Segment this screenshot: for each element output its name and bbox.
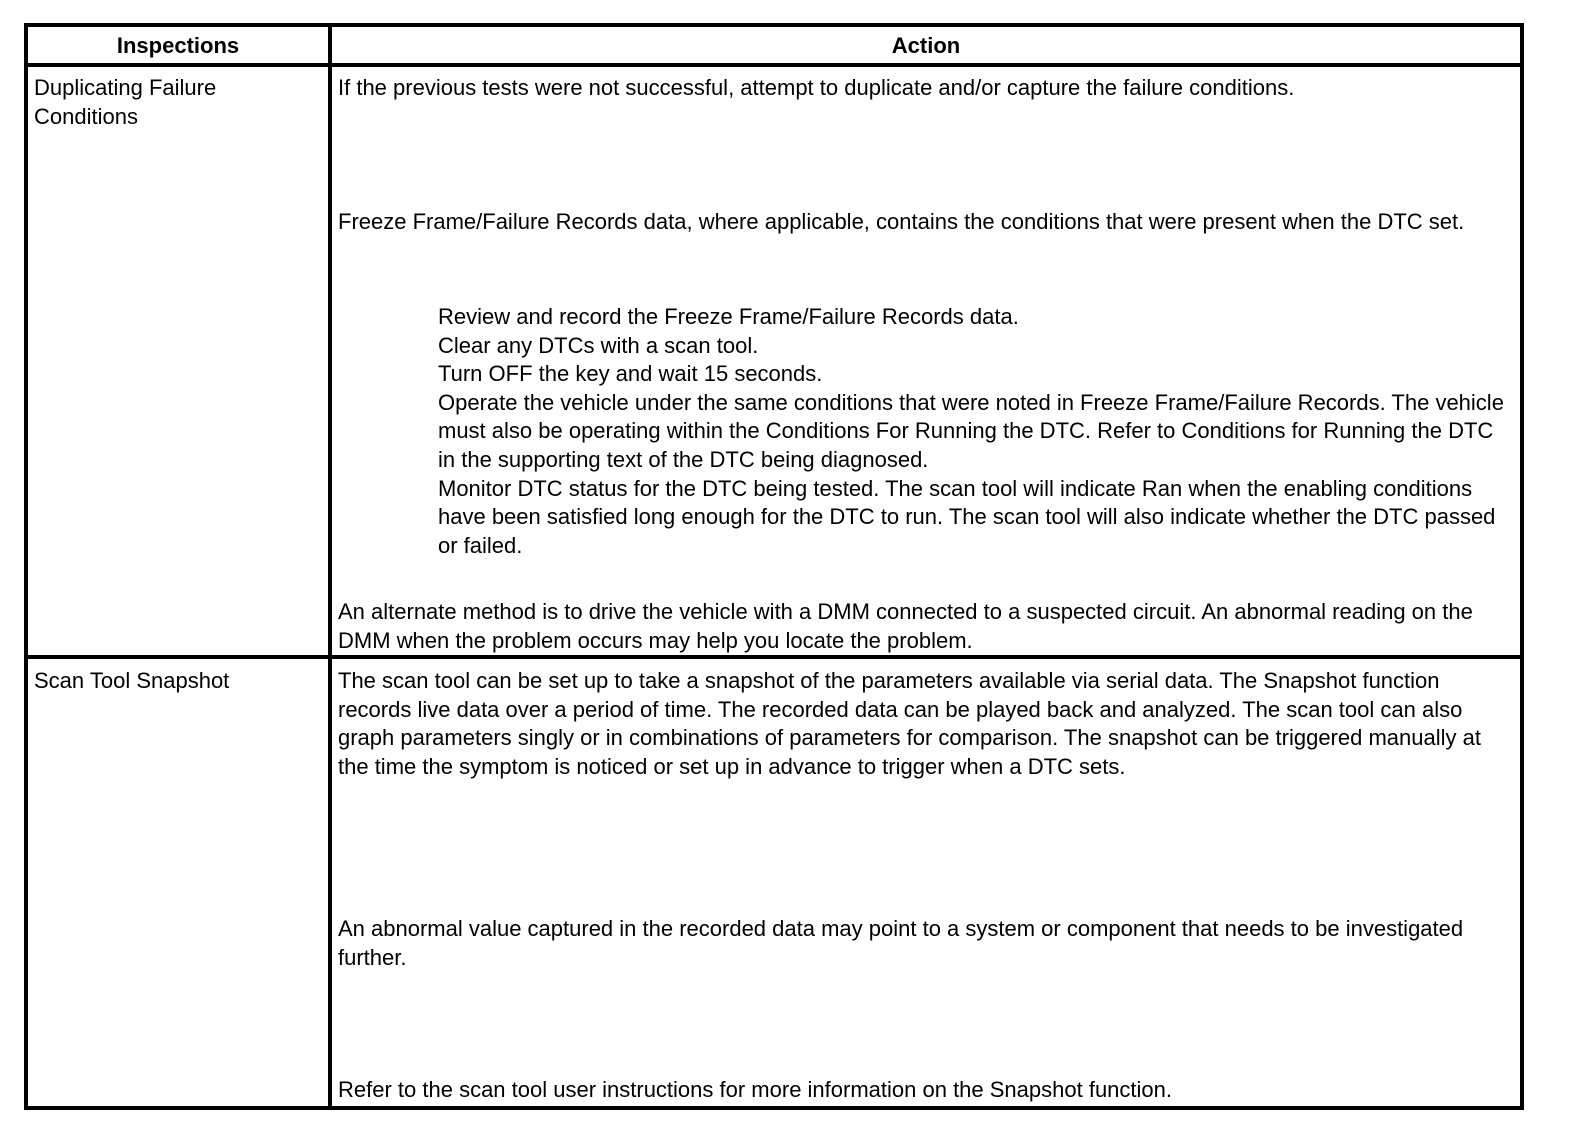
- step-item: Monitor DTC status for the DTC being tested. The scan tool will indicate Ran when the enabling conditions have been satisfied long enough for the DTC to run. The scan tool will also indicate whether the DTC passed or failed.: [438, 475, 1496, 558]
- row-2-paragraph-2: An abnormal value captured in the recorded data may point to a system or component that needs to be investigated further.: [338, 916, 1464, 970]
- row-1-action: [332, 27, 1520, 655]
- row-1-closing: An alternate method is to drive the vehicle with a DMM connected to a suspected circuit. An abnormal reading on the DMM when the problem occurs may help you locate the problem.: [338, 599, 1473, 653]
- step-item: Turn OFF the key and wait 15 seconds.: [438, 361, 823, 387]
- row-1-steps: [438, 303, 1512, 560]
- row-2-action: [332, 659, 1520, 1106]
- row-2-paragraph-3: Refer to the scan tool user instructions for more information on the Snapshot function.: [338, 1077, 1173, 1102]
- step-item: Review and record the Freeze Frame/Failure Records data.: [438, 304, 1019, 329]
- step-item: Clear any DTCs with a scan tool.: [438, 332, 759, 358]
- row-2-paragraph-1: The scan tool can be set up to take a snapshot of the parameters available via serial data. The Snapshot function records live data over a period of time. The recorded data can be played back and analyzed. The scan tool can also graph parameters singly or in combinations of parameters for comparison. The snapshot can be triggered manually at the time the symptom is noticed or set up in advance to trigger when a DTC sets.: [338, 668, 1481, 779]
- row-2-inspection: Scan Tool Snapshot: [34, 668, 230, 693]
- header-inspections: Inspections: [116, 33, 240, 58]
- row-1-paragraph-2: Freeze Frame/Failure Records data, where applicable, contains the conditions that were present when the DTC set.: [338, 209, 1465, 234]
- row-1-inspection: Duplicating Failure Conditions: [34, 75, 217, 129]
- step-item: Operate the vehicle under the same conditions that were noted in Freeze Frame/Failure Records. The vehicle must also be operating within the Conditions For Running the DTC. Refer to Conditions for Running the DTC in the supporting text of the DTC being diagnosed.: [438, 389, 1504, 472]
- header-action: Action: [891, 33, 961, 58]
- row-1-paragraph-1: If the previous tests were not successful, attempt to duplicate and/or capture the failure conditions.: [338, 75, 1295, 100]
- inspection-table: [24, 23, 1524, 1110]
